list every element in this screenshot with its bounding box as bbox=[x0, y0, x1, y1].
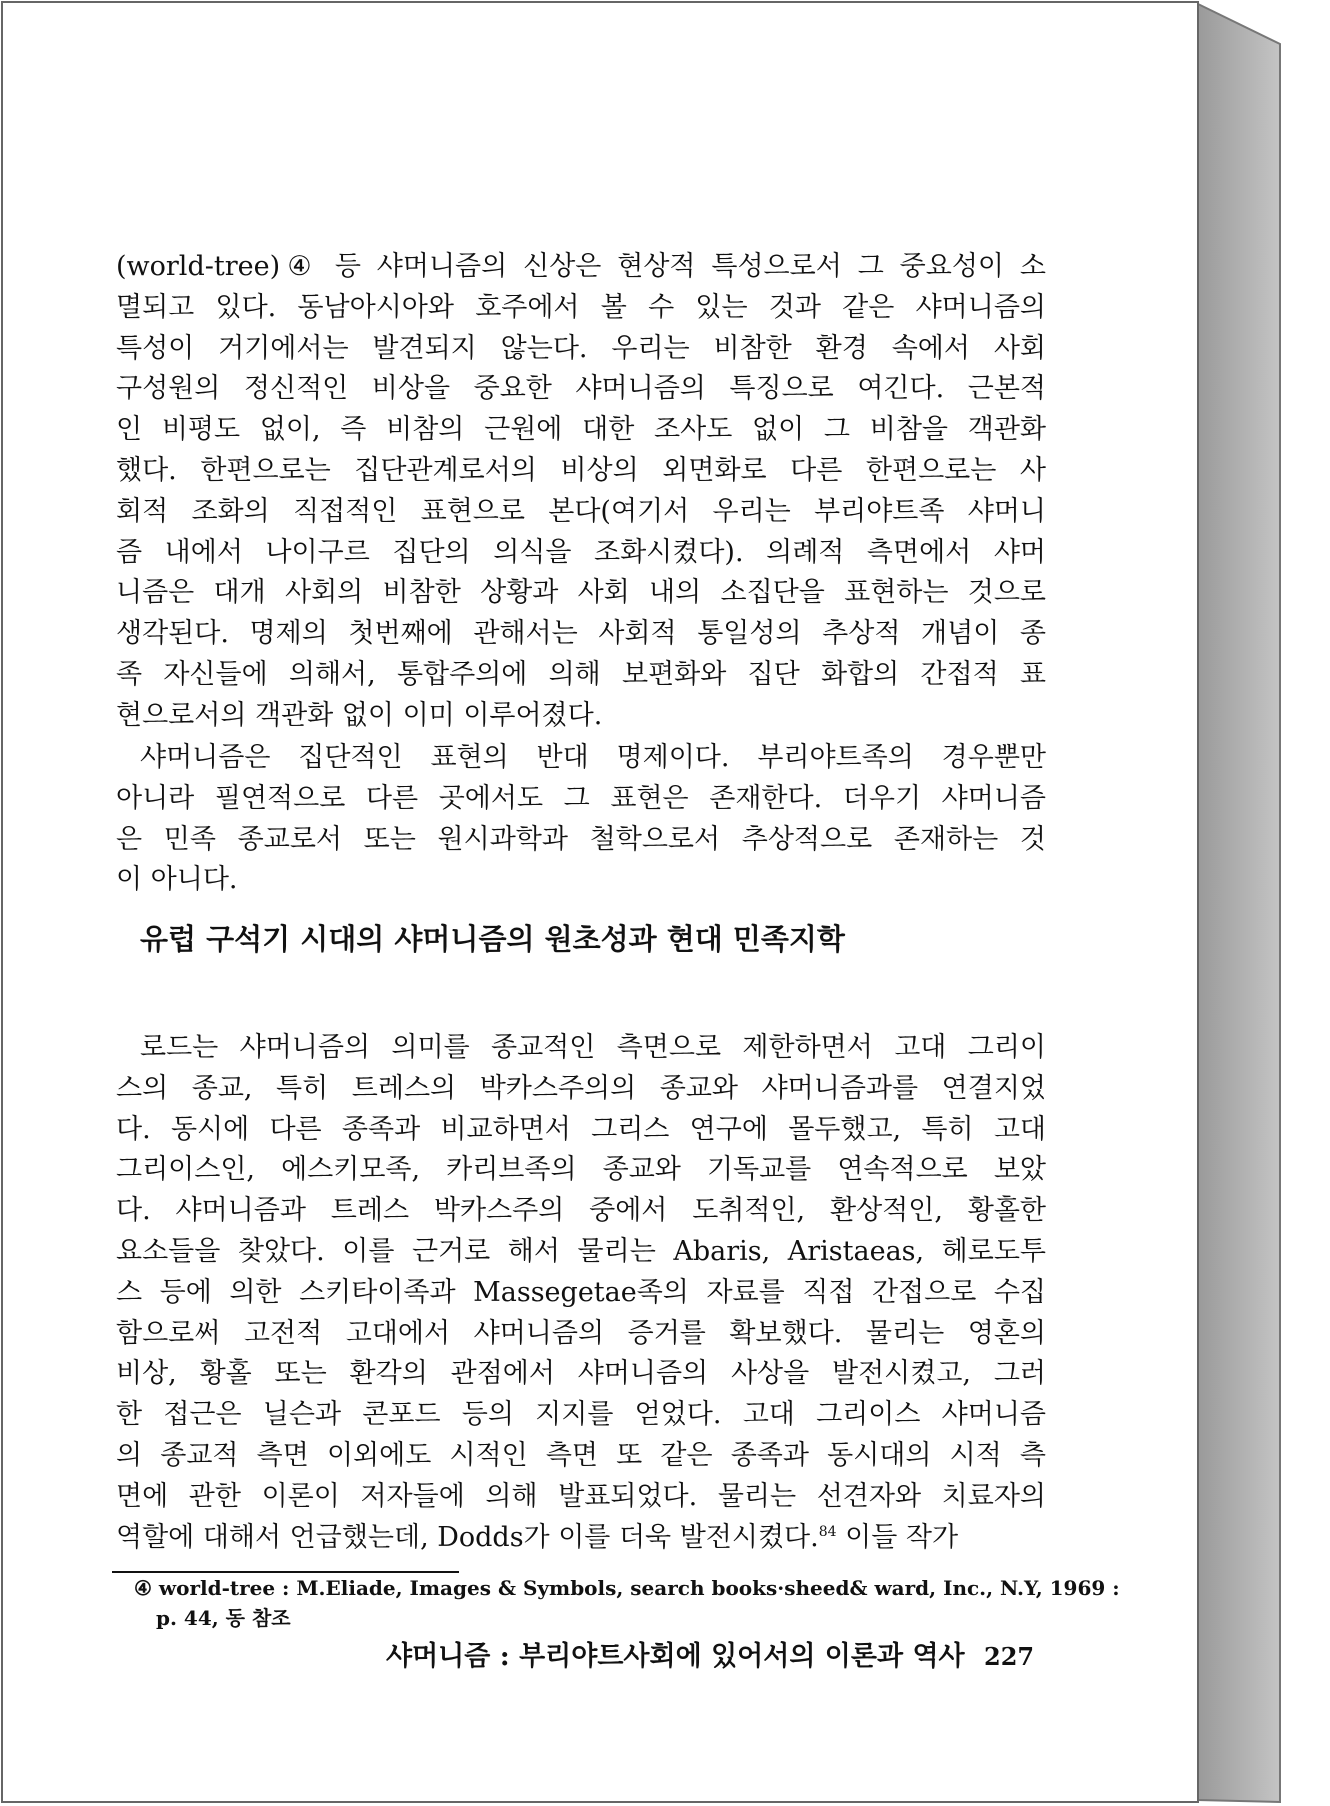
text-line: 생각된다. 명제의 첫번째에 관해서는 사회적 통일성의 추상적 개념이 종 bbox=[116, 618, 1046, 650]
text-line: 면에 관한 이론이 저자들에 의해 발표되었다. 물리는 선견자와 치료자의 bbox=[116, 1480, 1046, 1512]
text-line: 인 비평도 없이, 즉 비참의 근원에 대한 조사도 없이 그 비참을 객관화 bbox=[116, 414, 1046, 446]
text-line: 샤머니즘은 집단적인 표현의 반대 명제이다. 부리야트족의 경우뿐만 bbox=[140, 742, 1046, 773]
text-line: 은 민족 종교로서 또는 원시과학과 철학으로서 추상적으로 존재하는 것 bbox=[116, 823, 1046, 855]
text-line: 했다. 한편으로는 집단관계로서의 비상의 외면화로 다른 한편으로는 사 bbox=[116, 455, 1046, 486]
text-line: 족 자신들에 의해서, 통합주의에 의해 보편화와 집단 화합의 간접적 표 bbox=[116, 659, 1046, 690]
text-line: 즘 내에서 나이구르 집단의 의식을 조화시켰다). 의례적 측면에서 샤머 bbox=[116, 536, 1046, 568]
text-line: 구성원의 정신적인 비상을 중요한 샤머니즘의 특징으로 여긴다. 근본적 bbox=[116, 373, 1046, 405]
final-line-tail: 이들 작가 bbox=[836, 1522, 959, 1553]
page-number: 227 bbox=[984, 1642, 1035, 1671]
text-line: 함으로써 고전적 고대에서 샤머니즘의 증거를 확보했다. 물리는 영혼의 bbox=[116, 1317, 1046, 1349]
text-line: 니즘은 대개 사회의 비참한 상황과 사회 내의 소집단을 표현하는 것으로 bbox=[116, 577, 1046, 609]
endnote-ref: 84 bbox=[818, 1524, 837, 1540]
text-line: 한 접근은 닐슨과 콘포드 등의 지지를 얻었다. 고대 그리이스 샤머니즘 bbox=[116, 1399, 1046, 1431]
text-line: (world-tree)④ 등 샤머니즘의 신상은 현상적 특성으로서 그 중요성이 소 bbox=[116, 251, 1046, 282]
footnote-rule bbox=[112, 1571, 459, 1573]
text-line: 다. 샤머니즘과 트레스 박카스주의 중에서 도취적인, 환상적인, 황홀한 bbox=[116, 1195, 1046, 1227]
text-line: 현으로서의 객관화 없이 이미 이루어졌다. bbox=[116, 699, 603, 731]
footnote-line-1: ④ world-tree : M.Eliade, Images & Symbols, search books·sheed& ward, Inc., N.Y, 1969 : bbox=[134, 1576, 1120, 1600]
text-line: 특성이 거기에서는 발견되지 않는다. 우리는 비참한 환경 속에서 사회 bbox=[116, 332, 1046, 364]
final-line-text: 역할에 대해서 언급했는데, Dodds가 이를 더욱 발전시켰다. bbox=[116, 1522, 819, 1553]
text-line: 로드는 샤머니즘의 의미를 종교적인 측면으로 제한하면서 고대 그리이 bbox=[140, 1032, 1046, 1063]
text-line: 스 등에 의한 스키타이족과 Massegetae족의 자료를 직접 간접으로 수집 bbox=[116, 1276, 1046, 1308]
text-line: 회적 조화의 직접적인 표현으로 본다(여기서 우리는 부리야트족 샤머니 bbox=[116, 495, 1046, 527]
text-line: 다. 동시에 다른 종족과 비교하면서 그리스 연구에 몰두했고, 특히 고대 bbox=[116, 1113, 1046, 1145]
text-line: 의 종교적 측면 이외에도 시적인 측면 또 같은 종족과 동시대의 시적 측 bbox=[116, 1440, 1046, 1471]
text-line: 그리이스인, 에스키모족, 카리브족의 종교와 기독교를 연속적으로 보았 bbox=[116, 1154, 1046, 1186]
running-footer: 샤머니즘 : 부리야트사회에 있어서의 이론과 역사 bbox=[386, 1641, 965, 1672]
text-line: 아니라 필연적으로 다른 곳에서도 그 표현은 존재한다. 더우기 샤머니즘 bbox=[116, 782, 1046, 814]
text-line: 이 아니다. bbox=[116, 864, 238, 896]
text-line: 스의 종교, 특히 트레스의 박카스주의의 종교와 샤머니즘과를 연결지었 bbox=[116, 1072, 1046, 1104]
text-line: 요소들을 찾았다. 이를 근거로 해서 물리는 Abaris, Aristaeas, 헤로도투 bbox=[116, 1236, 1046, 1267]
text-line: 비상, 황홀 또는 환각의 관점에서 샤머니즘의 사상을 발전시켰고, 그러 bbox=[116, 1358, 1046, 1390]
section-heading: 유럽 구석기 시대의 샤머니즘의 원초성과 현대 민족지학 bbox=[140, 922, 845, 956]
footnote-line-2: p. 44, 동 참조 bbox=[156, 1606, 291, 1630]
text-line: 멸되고 있다. 동남아시아와 호주에서 볼 수 있는 것과 같은 샤머니즘의 bbox=[116, 291, 1046, 323]
paragraph-3-final-line bbox=[116, 1518, 1046, 1558]
page-spine-side bbox=[1198, 4, 1280, 1802]
